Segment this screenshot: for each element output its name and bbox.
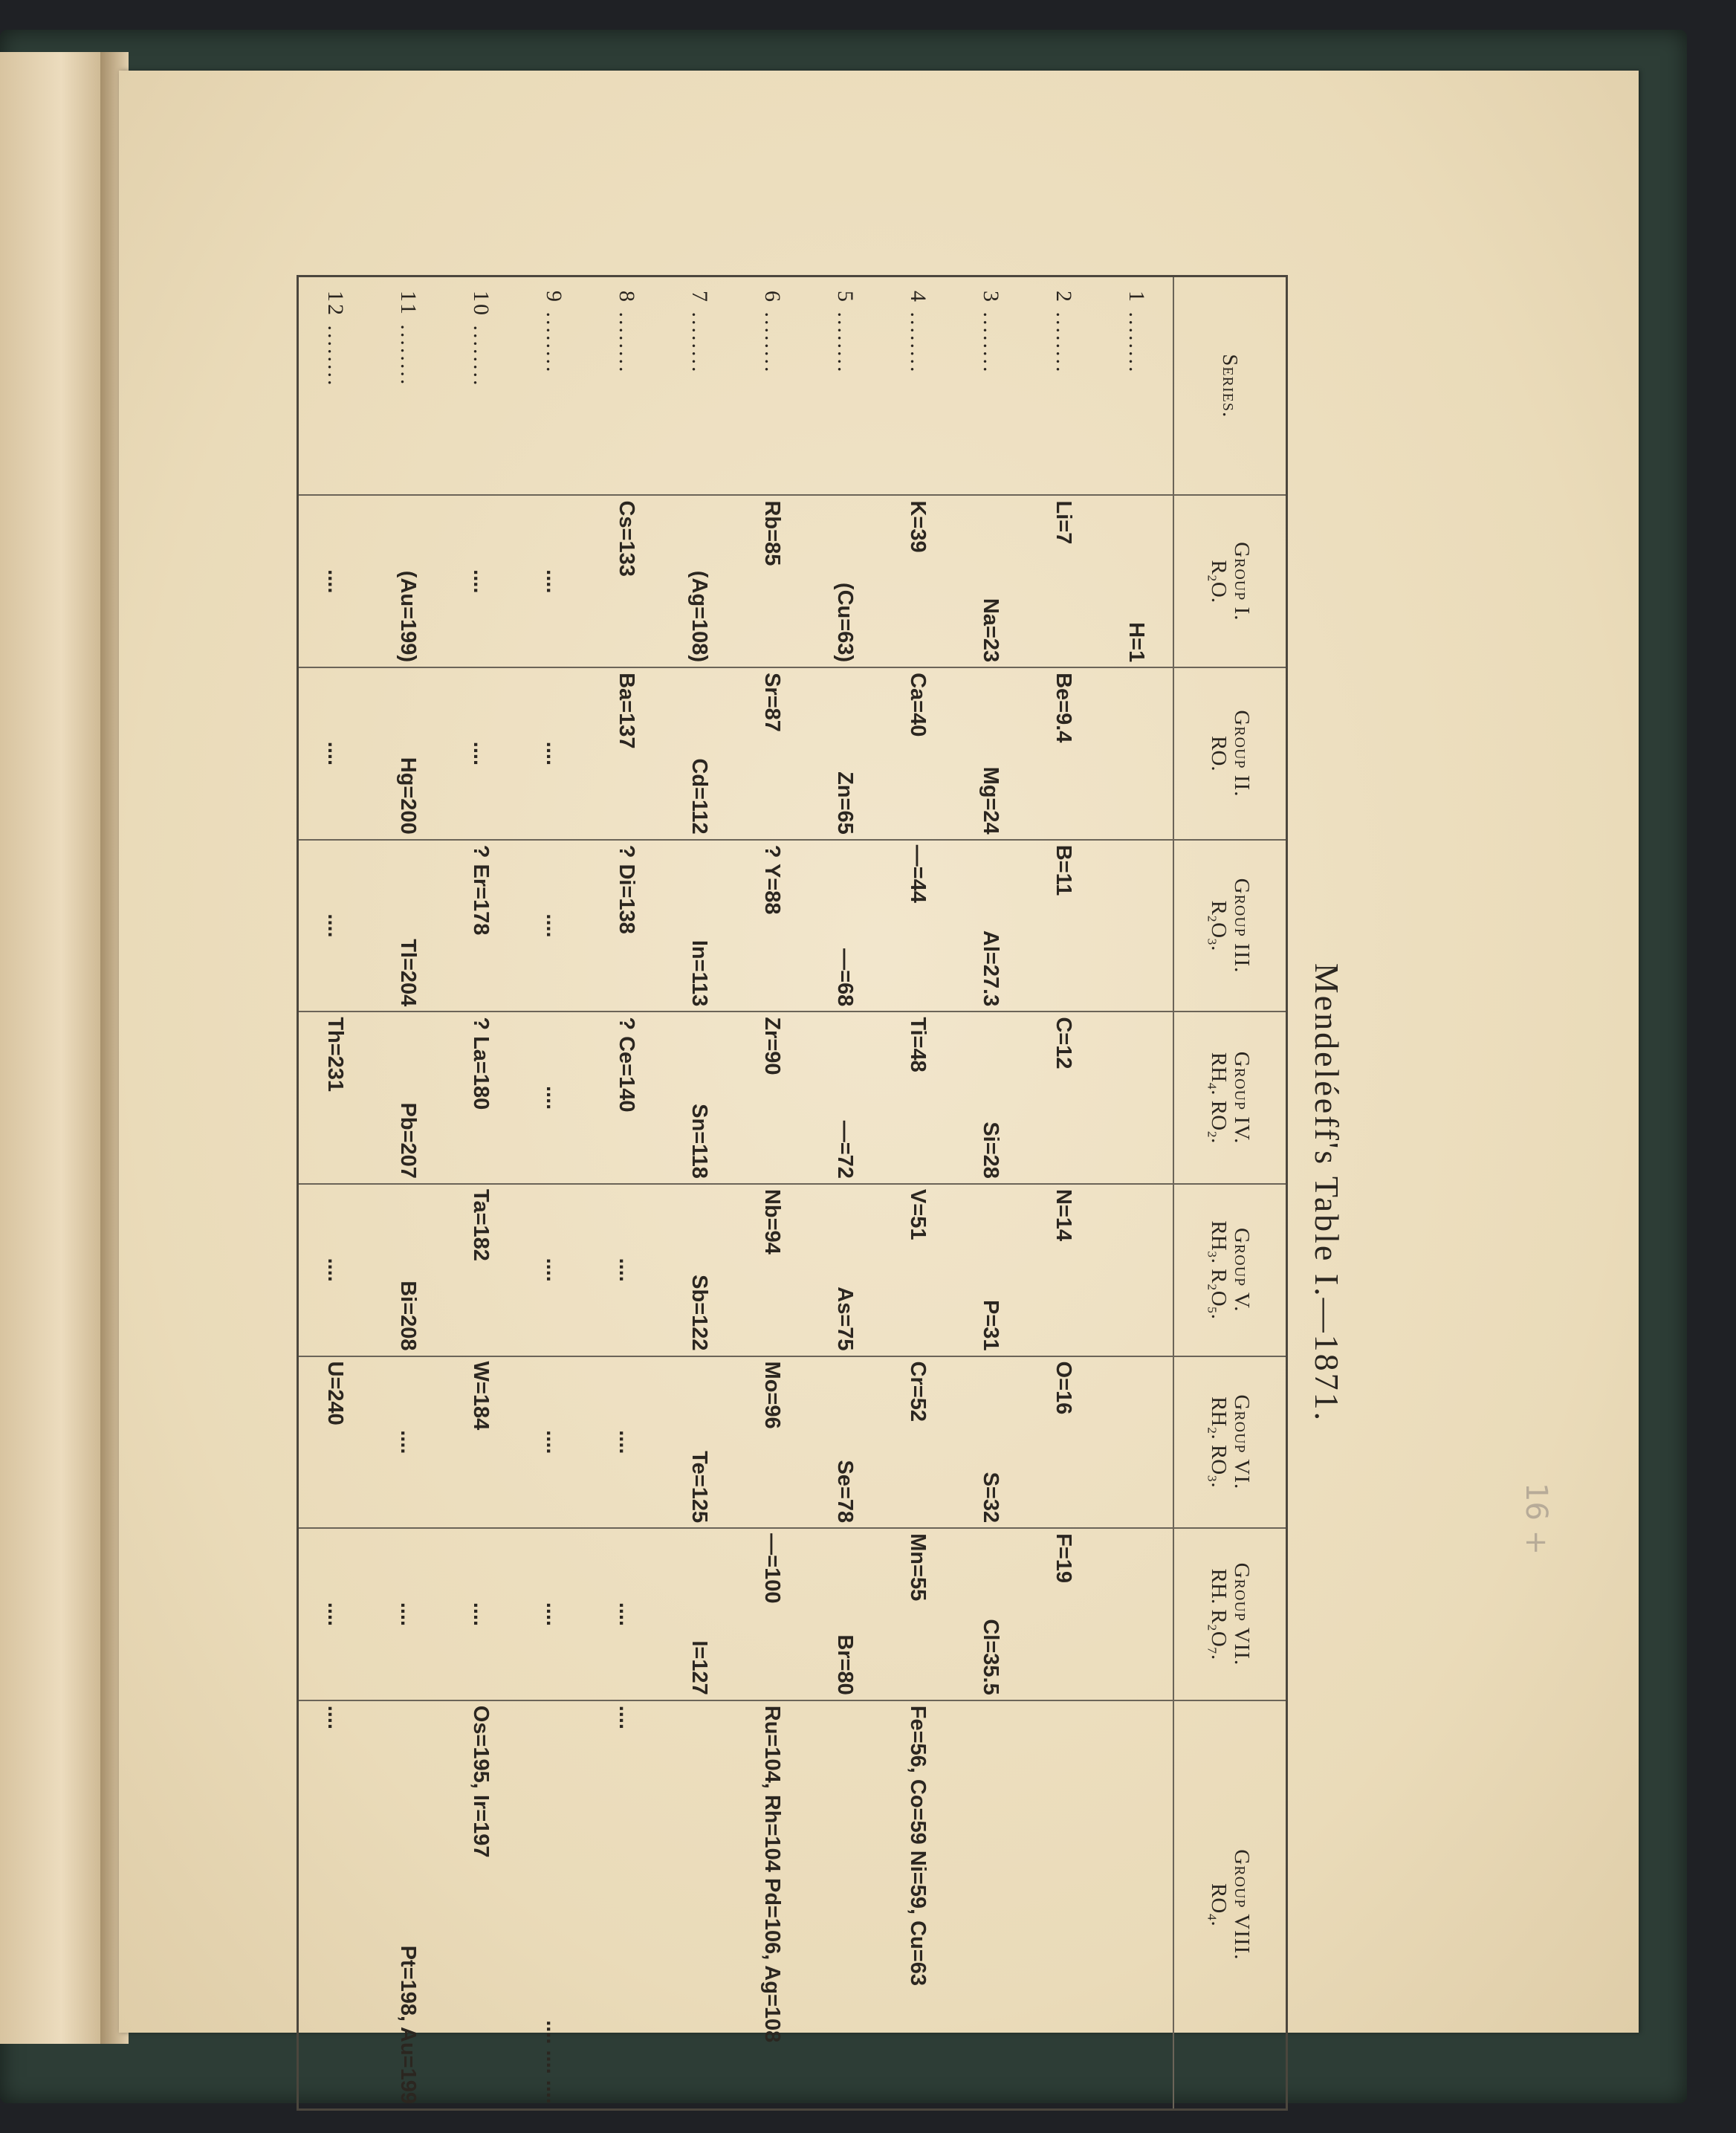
- element-cell: [954, 1356, 1027, 1529]
- element-value: N=14: [1052, 1188, 1075, 1242]
- element-value: Mo=96: [760, 1361, 784, 1429]
- element-cell: [809, 1700, 881, 2110]
- element-value: ....: [542, 913, 566, 938]
- element-value: ....: [323, 1258, 347, 1282]
- table-row: [954, 276, 1027, 2110]
- series-number: 6 ........: [760, 291, 785, 375]
- element-cell: [372, 1184, 444, 1356]
- element-cell: [1027, 495, 1100, 667]
- element-cell: [590, 1700, 663, 2110]
- element-value: —=68: [833, 948, 857, 1007]
- element-cell: [372, 840, 444, 1012]
- header-group-2: [1173, 667, 1287, 840]
- element-cell: [517, 1184, 590, 1356]
- element-value: ....: [323, 1705, 348, 1729]
- header-group-8: [1173, 1700, 1287, 2110]
- element-cell: [663, 840, 736, 1012]
- element-value: ? Y=88: [760, 844, 784, 915]
- element-cell: [954, 1528, 1027, 1700]
- element-value: Li=7: [1052, 500, 1075, 545]
- element-cell: [1100, 1700, 1173, 2110]
- left-page: [0, 52, 111, 2044]
- element-cell: [809, 495, 881, 667]
- table-row: [736, 276, 809, 2110]
- element-value: Te=125: [687, 1451, 711, 1524]
- element-cell: [663, 1012, 736, 1184]
- element-cell: [809, 840, 881, 1012]
- element-value: K=39: [906, 500, 930, 553]
- element-cell: [954, 1012, 1027, 1184]
- element-cell: [881, 495, 954, 667]
- element-value: Sr=87: [760, 673, 784, 732]
- element-cell: [1027, 1356, 1100, 1529]
- element-value: ....: [542, 1602, 566, 1627]
- pencil-note: 16 +: [1519, 1483, 1553, 1556]
- header-group-5: [1173, 1184, 1287, 1356]
- element-cell: [736, 1700, 809, 2110]
- element-value: ....: [323, 913, 347, 938]
- element-cell: [298, 667, 372, 840]
- element-cell: [1027, 1528, 1100, 1700]
- table-row: [298, 276, 372, 2110]
- element-value: V=51: [906, 1188, 930, 1240]
- element-value: ....: [615, 1602, 638, 1627]
- element-cell: [590, 840, 663, 1012]
- header-group-label: Group V.: [1230, 1227, 1254, 1313]
- element-value: ....: [542, 741, 566, 766]
- element-cell: [444, 1528, 517, 1700]
- element-value: In=113: [687, 939, 711, 1007]
- element-value: ....: [542, 1258, 566, 1282]
- table-row: [881, 276, 954, 2110]
- element-cell: [444, 1356, 517, 1529]
- element-cell: [372, 667, 444, 840]
- header-group-7: [1173, 1528, 1287, 1700]
- element-cell: [517, 1356, 590, 1529]
- element-value: Pt=198, Au=199: [396, 1945, 421, 2104]
- element-value: (Ag=108): [687, 570, 711, 663]
- element-cell: [1100, 1356, 1173, 1529]
- element-cell: [663, 667, 736, 840]
- element-value: ....: [542, 1086, 566, 1110]
- element-value: ....: [396, 1602, 420, 1627]
- element-cell: [1100, 667, 1173, 840]
- series-number: 5 ........: [833, 291, 858, 375]
- element-value: ....: [469, 569, 493, 594]
- element-cell: [736, 1184, 809, 1356]
- header-group-label: Group II.: [1230, 710, 1254, 797]
- element-value: H=1: [1124, 622, 1148, 663]
- table-header-row: [1173, 276, 1287, 2110]
- element-value: Ru=104, Rh=104 Pd=106, Ag=108: [760, 1705, 785, 2043]
- table-row: [517, 276, 590, 2110]
- element-cell: [881, 1528, 954, 1700]
- element-value: Ba=137: [615, 673, 638, 749]
- element-cell: [1100, 1528, 1173, 1700]
- element-cell: [517, 1700, 590, 2110]
- header-group-label: Group III.: [1230, 878, 1254, 974]
- element-cell: [809, 1356, 881, 1529]
- header-formula: RH₃. R₂O₅.: [1207, 1220, 1231, 1320]
- table-row: [1027, 276, 1100, 2110]
- element-value: ....: [469, 1602, 493, 1627]
- series-number: 11 ........: [396, 291, 421, 387]
- element-value: (Au=199): [396, 570, 420, 663]
- element-value: Th=231: [323, 1017, 347, 1093]
- element-cell: [663, 1184, 736, 1356]
- table-row: [372, 276, 444, 2110]
- element-cell: [663, 1700, 736, 2110]
- element-cell: [809, 667, 881, 840]
- element-value: Sb=122: [687, 1275, 711, 1351]
- series-number: 8 ........: [615, 291, 639, 375]
- element-value: (Cu=63): [833, 582, 857, 663]
- element-cell: [881, 1356, 954, 1529]
- element-value: ....: [615, 1705, 639, 1729]
- rotated-table-block: [294, 253, 1356, 2133]
- element-value: S=32: [979, 1472, 1003, 1524]
- element-cell: [663, 1528, 736, 1700]
- element-value: Os=195, Ir=197: [469, 1705, 493, 1858]
- series-number: 12 ........: [323, 291, 348, 388]
- element-value: ? Di=138: [615, 844, 638, 934]
- element-cell: [372, 1356, 444, 1529]
- element-cell: [1100, 840, 1173, 1012]
- element-cell: [809, 1184, 881, 1356]
- element-cell: [954, 1700, 1027, 2110]
- series-number: 7 ........: [687, 291, 712, 375]
- element-value: Hg=200: [396, 757, 420, 835]
- element-value: ? Ce=140: [615, 1017, 638, 1113]
- header-formula: RO₄.: [1207, 1883, 1231, 1926]
- element-cell: [444, 1012, 517, 1184]
- element-value: ? Er=178: [469, 844, 493, 936]
- element-cell: [298, 840, 372, 1012]
- header-formula: RH. R₂O₇.: [1207, 1568, 1231, 1660]
- header-formula: RH₂. RO₃.: [1207, 1396, 1231, 1488]
- element-value: .... .... ....: [542, 2020, 566, 2104]
- element-value: —=44: [906, 844, 930, 903]
- header-group-label: Group I.: [1230, 542, 1254, 621]
- page-title: Mendeléeff's Table I.—1871.: [1308, 962, 1346, 1423]
- table-row: [590, 276, 663, 2110]
- header-formula: RH₄. RO₂.: [1207, 1052, 1231, 1144]
- periodic-table: [297, 275, 1288, 2111]
- element-cell: [444, 667, 517, 840]
- element-cell: [736, 1528, 809, 1700]
- header-group-label: Group IV.: [1230, 1051, 1254, 1145]
- element-value: ....: [396, 1430, 420, 1454]
- element-cell: [444, 495, 517, 667]
- element-value: B=11: [1052, 844, 1075, 896]
- element-cell: [590, 1184, 663, 1356]
- element-cell: [1027, 1700, 1100, 2110]
- element-cell: [517, 495, 590, 667]
- element-cell: [590, 495, 663, 667]
- element-cell: [444, 1700, 517, 2110]
- element-value: ....: [323, 1602, 347, 1627]
- element-value: ....: [542, 1430, 566, 1454]
- element-cell: [1100, 1012, 1173, 1184]
- series-number: 2 ........: [1052, 291, 1076, 375]
- element-value: Sn=118: [687, 1104, 711, 1179]
- element-cell: [444, 840, 517, 1012]
- element-cell: [372, 495, 444, 667]
- element-value: F=19: [1052, 1533, 1075, 1584]
- element-cell: [1027, 840, 1100, 1012]
- element-cell: [954, 1184, 1027, 1356]
- element-value: P=31: [979, 1299, 1003, 1351]
- element-value: Na=23: [979, 598, 1003, 663]
- element-value: Be=9.4: [1052, 673, 1075, 743]
- element-value: ....: [615, 1430, 638, 1454]
- element-cell: [298, 1012, 372, 1184]
- header-formula: R₂O₃.: [1207, 900, 1231, 951]
- element-value: Cr=52: [906, 1361, 930, 1422]
- element-value: ....: [323, 569, 347, 594]
- table-row: [663, 276, 736, 2110]
- element-cell: [298, 1356, 372, 1529]
- element-cell: [881, 1012, 954, 1184]
- element-cell: [590, 667, 663, 840]
- table-body: [298, 276, 1174, 2110]
- element-value: O=16: [1052, 1361, 1075, 1415]
- element-value: Ca=40: [906, 673, 930, 737]
- series-number: 1 ........: [1124, 291, 1149, 375]
- series-number: 3 ........: [979, 291, 1003, 375]
- element-cell: [517, 840, 590, 1012]
- element-value: Bi=208: [396, 1281, 420, 1351]
- series-number: 9 ........: [542, 291, 566, 375]
- header-group-label: Series.: [1218, 354, 1243, 418]
- header-group-1: [1173, 495, 1287, 667]
- element-cell: [809, 1528, 881, 1700]
- element-cell: [736, 1012, 809, 1184]
- element-value: Fe=56, Co=59 Ni=59, Cu=63: [906, 1705, 930, 1986]
- element-value: Pb=207: [396, 1102, 420, 1179]
- element-value: Zr=90: [760, 1017, 784, 1075]
- element-cell: [736, 667, 809, 840]
- element-cell: [298, 1700, 372, 2110]
- element-value: Mn=55: [906, 1533, 930, 1602]
- element-value: As=75: [833, 1286, 857, 1351]
- series-number: 10 ........: [469, 291, 493, 388]
- element-cell: [372, 1012, 444, 1184]
- element-cell: [881, 1700, 954, 2110]
- element-cell: [1027, 1184, 1100, 1356]
- element-cell: [517, 1012, 590, 1184]
- element-cell: [881, 840, 954, 1012]
- element-cell: [444, 1184, 517, 1356]
- header-series: [1173, 276, 1287, 496]
- element-value: ....: [542, 569, 566, 594]
- element-value: I=127: [687, 1640, 711, 1695]
- header-group-label: Group VI.: [1230, 1394, 1254, 1490]
- header-group-3: [1173, 840, 1287, 1012]
- table-row: [444, 276, 517, 2110]
- element-cell: [954, 667, 1027, 840]
- element-cell: [1027, 667, 1100, 840]
- element-cell: [590, 1528, 663, 1700]
- header-group-6: [1173, 1356, 1287, 1529]
- element-value: Cl=35.5: [979, 1619, 1003, 1695]
- element-value: Br=80: [833, 1634, 857, 1695]
- element-value: ....: [615, 1258, 638, 1282]
- element-cell: [1027, 1012, 1100, 1184]
- element-value: U=240: [323, 1361, 347, 1425]
- element-cell: [1100, 1184, 1173, 1356]
- element-value: ? La=180: [469, 1017, 493, 1110]
- element-value: Nb=94: [760, 1188, 784, 1255]
- header-formula: R₂O.: [1207, 560, 1231, 603]
- element-cell: [298, 1528, 372, 1700]
- element-value: —=72: [833, 1120, 857, 1179]
- table-row: [1100, 276, 1173, 2110]
- element-cell: [736, 840, 809, 1012]
- element-cell: [590, 1356, 663, 1529]
- series-number: 4 ........: [906, 291, 930, 375]
- element-value: —=100: [760, 1533, 784, 1604]
- element-value: Cs=133: [615, 500, 638, 577]
- header-formula: RO.: [1207, 736, 1231, 771]
- element-value: Ti=48: [906, 1017, 930, 1072]
- element-value: ....: [469, 741, 493, 766]
- element-value: Ta=182: [469, 1188, 493, 1261]
- element-cell: [881, 667, 954, 840]
- element-value: Mg=24: [979, 766, 1003, 835]
- element-value: ....: [323, 741, 347, 766]
- element-cell: [954, 495, 1027, 667]
- element-value: Zn=65: [833, 771, 857, 835]
- element-cell: [1100, 495, 1173, 667]
- element-value: Al=27.3: [979, 930, 1003, 1007]
- element-cell: [372, 1528, 444, 1700]
- element-value: C=12: [1052, 1017, 1075, 1069]
- element-cell: [372, 1700, 444, 2110]
- element-cell: [517, 667, 590, 840]
- table-row: [809, 276, 881, 2110]
- element-cell: [663, 495, 736, 667]
- element-cell: [809, 1012, 881, 1184]
- element-cell: [517, 1528, 590, 1700]
- header-group-label: Group VIII.: [1230, 1849, 1254, 1961]
- element-value: Rb=85: [760, 500, 784, 566]
- element-cell: [881, 1184, 954, 1356]
- element-value: W=184: [469, 1361, 493, 1431]
- header-group-4: [1173, 1012, 1287, 1184]
- element-cell: [663, 1356, 736, 1529]
- element-value: Si=28: [979, 1121, 1003, 1179]
- element-cell: [298, 495, 372, 667]
- element-value: Cd=112: [687, 758, 711, 835]
- element-cell: [736, 495, 809, 667]
- element-cell: [590, 1012, 663, 1184]
- element-cell: [298, 1184, 372, 1356]
- element-cell: [736, 1356, 809, 1529]
- element-value: Tl=204: [396, 939, 420, 1007]
- header-group-label: Group VII.: [1230, 1562, 1254, 1666]
- element-value: Se=78: [833, 1460, 857, 1524]
- element-cell: [954, 840, 1027, 1012]
